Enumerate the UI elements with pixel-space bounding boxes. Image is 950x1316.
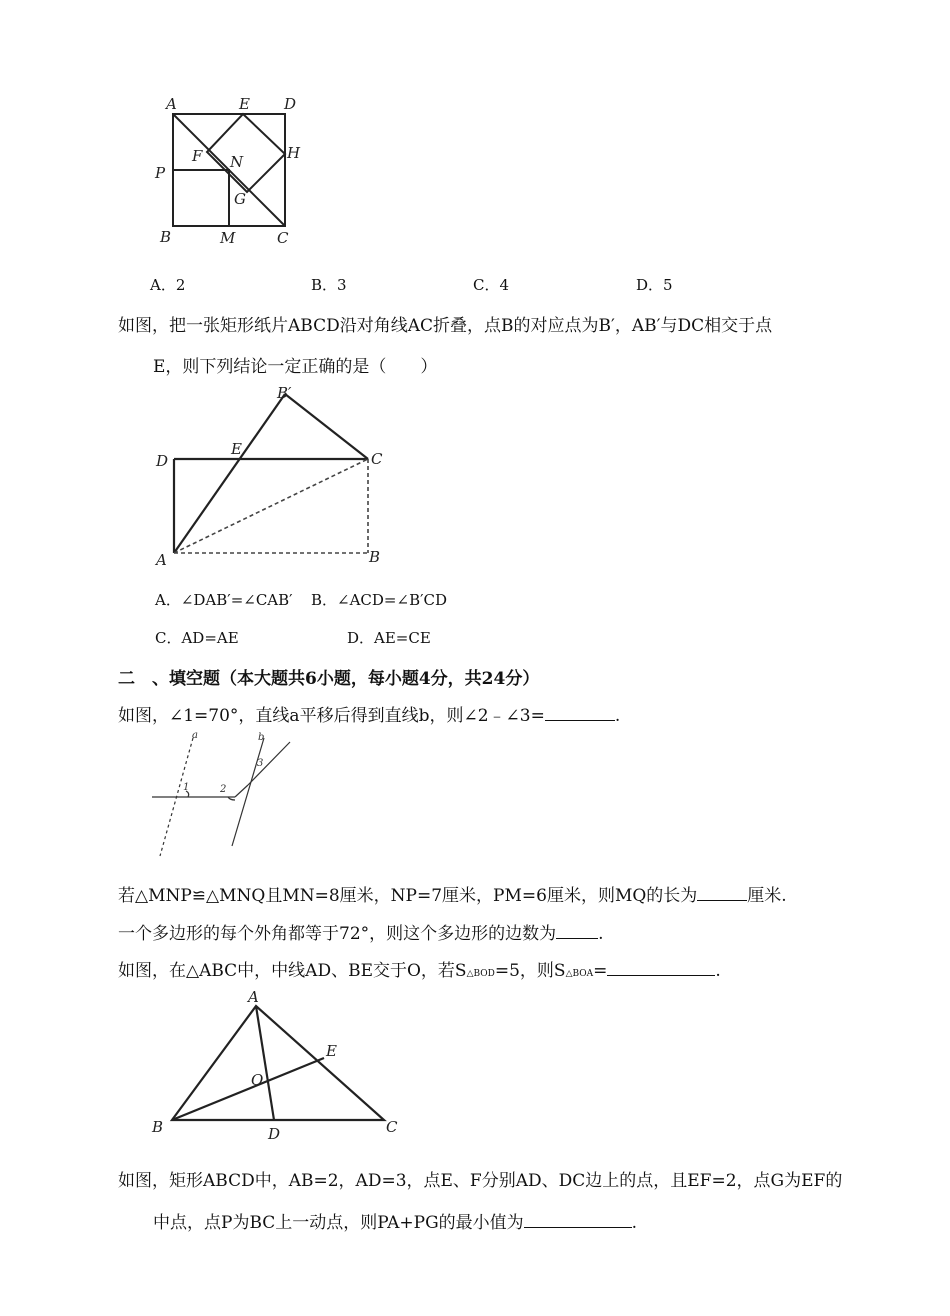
q3-label-1: 1 <box>183 782 190 793</box>
q5-answer-blank[interactable] <box>556 922 598 939</box>
q2-text-line1: 如图，把一张矩形纸片ABCD沿对角线AC折叠，点B的对应点为B′，AB′与DC相交于点 <box>118 316 773 336</box>
q1-label-F: F <box>192 147 203 165</box>
q4-text <box>118 881 787 906</box>
q1-label-P: P <box>155 164 166 182</box>
q5-text-b: . <box>598 924 604 944</box>
q3-label-3: 3 <box>257 758 264 769</box>
q6-figure <box>148 986 408 1146</box>
q2-option-b: B．∠ACD=∠B′CD <box>311 591 447 609</box>
q1-option-d: D．5 <box>636 276 673 294</box>
q7-answer-blank[interactable] <box>524 1211 632 1228</box>
q1-label-G: G <box>234 190 246 208</box>
section-title: 二 、填空题（本大题共6小题，每小题4分，共24分） <box>118 669 540 689</box>
q3-text-b: . <box>614 706 621 726</box>
q1-label-B: B <box>160 228 172 246</box>
q4-text-b: 厘米. <box>747 886 787 906</box>
q5-text-a: 一个多边形的每个外角都等于72°，则这个多边形的边数为 <box>118 924 557 944</box>
q3-label-a: a <box>192 730 198 741</box>
q6-answer-blank[interactable] <box>607 959 715 976</box>
q7-text-line1: 如图，矩形ABCD中，AB=2，AD=3，点E、F分别AD、DC边上的点，且EF=2，点G为EF的 <box>118 1171 843 1191</box>
q6-text-a: 如图，在△ABC中，中线AD、BE交于O，若S <box>118 961 467 981</box>
q1-label-A: A <box>166 95 177 113</box>
q6-label-C: C <box>386 1118 398 1136</box>
q6-sub-boa: △BOA <box>565 969 594 979</box>
q3-figure <box>148 730 308 862</box>
q2-option-d: D．AE=CE <box>347 629 431 647</box>
q6-text-c: = <box>593 961 608 981</box>
q2-option-c: C．AD=AE <box>155 629 239 647</box>
q2-label-Bprime: B′ <box>277 384 292 402</box>
q6-label-A: A <box>248 988 259 1006</box>
q7-text-a: 中点，点P为BC上一动点，则PA+PG的最小值为 <box>153 1213 524 1233</box>
q1-label-C: C <box>277 229 289 247</box>
q1-label-E: E <box>239 95 250 113</box>
q3-label-b: b <box>258 732 265 743</box>
q1-label-N: N <box>230 153 244 171</box>
q1-label-M: M <box>220 229 236 247</box>
q2-label-B: B <box>369 548 381 566</box>
q2-option-a: A．∠DAB′=∠CAB′ <box>155 591 293 609</box>
q6-text-b: =5，则S <box>494 961 566 981</box>
q3-label-2: 2 <box>220 784 227 795</box>
q3-text-a: 如图，∠1=70°，直线a平移后得到直线b，则∠2﹣∠3= <box>118 706 545 726</box>
q2-label-E: E <box>231 440 242 458</box>
q6-label-O: O <box>251 1071 264 1089</box>
q2-figure <box>150 382 390 572</box>
q6-label-E: E <box>326 1042 337 1060</box>
q6-label-B: B <box>152 1118 164 1136</box>
q2-label-A: A <box>156 551 167 569</box>
q5-text <box>118 919 604 944</box>
q2-label-C: C <box>371 450 383 468</box>
q6-label-D: D <box>268 1125 281 1143</box>
q3-text <box>118 701 620 726</box>
q1-label-D: D <box>284 95 297 113</box>
q1-option-b: B．3 <box>311 276 347 294</box>
q2-label-D: D <box>156 452 169 470</box>
q2-text-line2: E，则下列结论一定正确的是（ ） <box>153 357 438 377</box>
q6-text <box>118 956 721 981</box>
q1-label-H: H <box>287 144 301 162</box>
q4-answer-blank[interactable] <box>697 884 747 901</box>
q6-sub-bod: △BOD <box>466 969 495 979</box>
q1-figure <box>150 92 320 252</box>
q7-text-b: . <box>631 1213 638 1233</box>
q4-text-a: 若△MNP≌△MNQ且MN=8厘米，NP=7厘米，PM=6厘米，则MQ的长为 <box>118 886 698 906</box>
q1-option-c: C．4 <box>473 276 510 294</box>
q1-option-a: A．2 <box>150 276 186 294</box>
q3-answer-blank[interactable] <box>545 704 615 721</box>
q7-text-line2 <box>153 1208 637 1233</box>
q6-text-d: . <box>715 961 721 981</box>
